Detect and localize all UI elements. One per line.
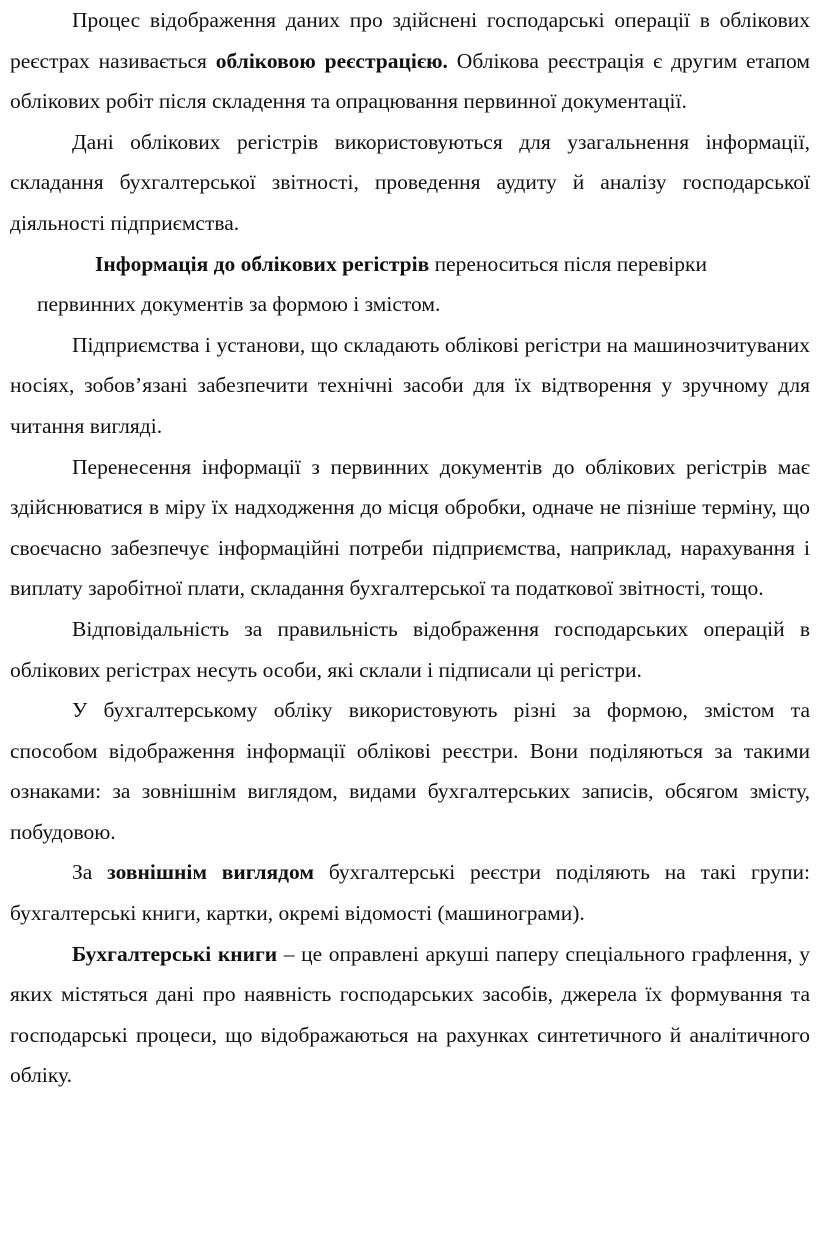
paragraph-text: – це оправлені аркуші паперу спеціального графлення, у яких містяться дані про наявність господарських засобів, джерела їх формування та господарські процеси, що відображаються на рахунках синтетичного й аналітичного обліку. (10, 941, 811, 1088)
paragraph-text: переноситься після перевірки (429, 251, 707, 276)
paragraph-information-transfer (10, 244, 810, 325)
paragraph-responsibility (10, 609, 810, 690)
paragraph-machine-media (10, 325, 810, 447)
paragraph-text: За (72, 860, 108, 885)
paragraph-register-data-usage (10, 122, 810, 244)
term-accounting-books: Бухгалтерські книги (72, 941, 278, 966)
paragraph-appearance-groups (10, 852, 810, 933)
paragraph-text: Облікова реєстрація є другим етапом облікових робіт після складення та опрацювання первинної документації. (10, 48, 810, 114)
term-register-information: Інформація до облікових регістрів (95, 251, 430, 276)
term-appearance: зовнішнім виглядом (107, 860, 315, 885)
paragraph-text: бухгалтерські реєстри поділяють на такі групи: бухгалтерські книги, картки, окремі відомості (машинограми). (10, 860, 810, 926)
paragraph-text: У бухгалтерському обліку використовують різні за формою, змістом та способом відображення інформації облікові реєстри. Вони поділяються за такими ознаками: за зовнішнім виглядом, видами бухгалтерських записів, обсягом змісту, побудовою. (10, 698, 810, 844)
paragraph-transfer-timing (10, 447, 810, 609)
paragraph-accounting-books (10, 934, 810, 1096)
paragraph-text: Дані облікових регістрів використовуються для узагальнення інформації, складання бухгалтерської звітності, проведення аудиту й аналізу господарської діяльності підприємства. (10, 129, 810, 235)
paragraph-register-types (10, 690, 810, 852)
term-accounting-registration: обліковою реєстрацією. (215, 48, 448, 73)
document-page (10, 0, 810, 1096)
paragraph-text: Підприємства і установи, що складають облікові регістри на машинозчитуваних носіях, зобов’язані забезпечити технічні засоби для їх відтворення у зручному для читання вигляді. (10, 332, 810, 438)
paragraph-text: Перенесення інформації з первинних документів до облікових регістрів має здійснюватися в міру їх надходження до місця обробки, одначе не пізніше терміну, що своєчасно забезпечує інформаційні потреби підприємства, наприклад, нарахування і виплату заробітної плати, складання бухгалтерської та податкової звітності, тощо. (10, 454, 810, 601)
paragraph-text: Відповідальність за правильність відображення господарських операцій в облікових регістрах несуть особи, які склали і підписали ці регістри. (10, 616, 810, 682)
paragraph-continuation: первинних документів за формою і змістом. (37, 292, 441, 317)
paragraph-registration (10, 0, 810, 122)
paragraph-text: Процес відображення даних про здійснені господарські операції в облікових реєстрах називається (10, 8, 810, 73)
